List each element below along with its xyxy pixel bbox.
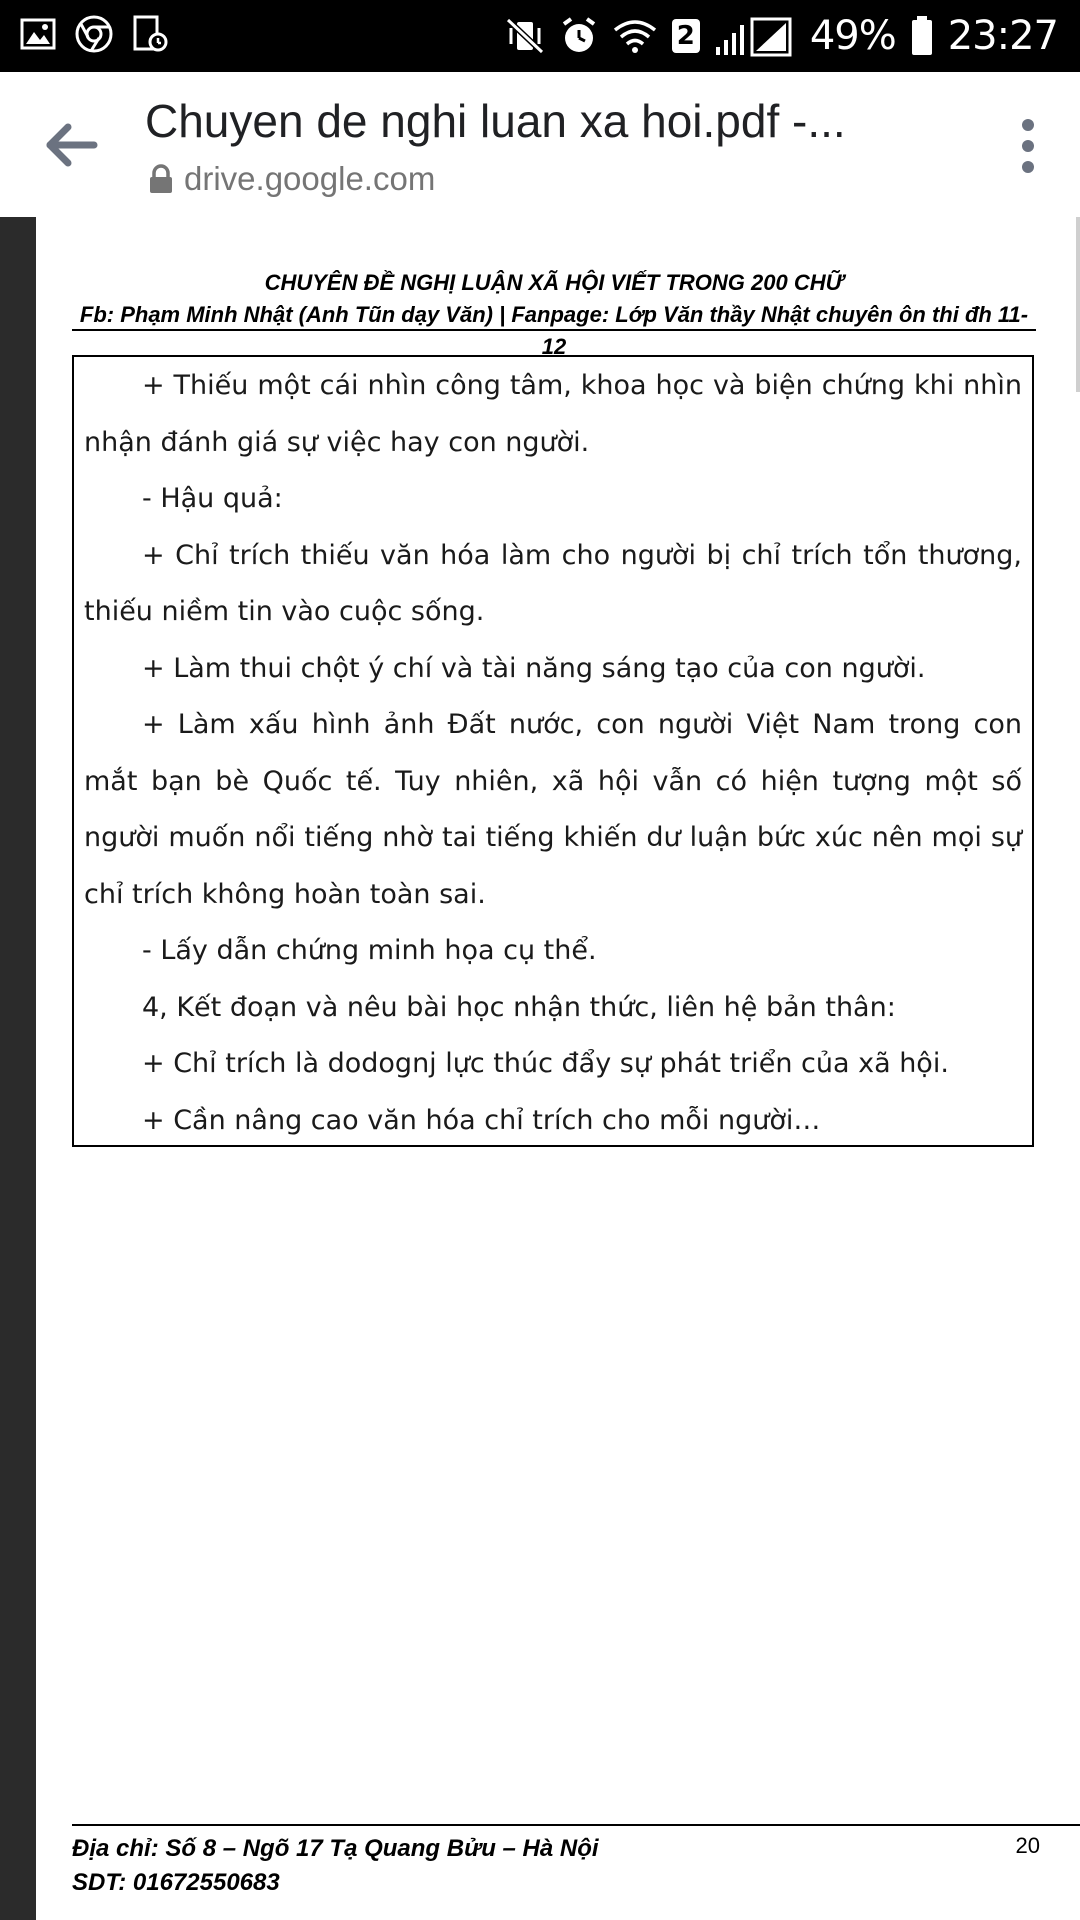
document-title: Chuyen de nghi luan xa hoi.pdf -... [145,95,846,147]
arrow-left-icon [36,110,106,180]
wifi-icon [612,16,658,56]
paragraph: 4, Kết đoạn và nêu bài học nhận thức, liên hệ bản thân: [142,991,896,1023]
header-subtitle: Fb: Phạm Minh Nhật (Anh Tũn dạy Văn) | Fanpage: Lớp Văn thầy Nhật chuyên ôn thi đh 11-12 [79,302,1029,359]
paragraph: - Hậu quả: [142,483,283,514]
url-row [148,160,435,198]
content-box [72,355,1034,1147]
domain-text: drive.google.com [184,160,436,197]
app-bar [0,72,1080,219]
scrollbar[interactable] [1076,217,1080,392]
image-notification-icon [20,16,56,52]
footer-divider [72,1824,1080,1826]
screenshot-notification-icon [132,14,170,54]
battery-icon [910,15,934,57]
pdf-page[interactable] [36,217,1080,1920]
paragraph: - Lấy dẫn chứng minh họa cụ thể. [142,935,597,966]
paragraph: + Cần nâng cao văn hóa chỉ trích cho mỗi người… [142,1104,821,1136]
footer-address: Địa chỉ: Số 8 – Ngõ 17 Tạ Quang Bửu – Hà Nội [72,1835,599,1862]
alarm-icon [560,16,598,56]
more-options-button[interactable] [1014,116,1042,176]
header-title: CHUYÊN ĐỀ NGHỊ LUẬN XÃ HỘI VIẾT TRONG 200 CHỮ [264,270,844,295]
paragraph: + Chỉ trích thiếu văn hóa làm cho người bị chỉ trích tổn thương, thiếu niềm tin vào cuộc sống. [84,539,1022,627]
paragraph: + Làm xấu hình ảnh Đất nước, con người Việt Nam trong con mắt bạn bè Quốc tế. Tuy nhiên, xã hội vẫn có hiện tượng một số người muốn nổi tiếng nhờ tai tiếng khiến dư luận bức xúc nên mọi sự chỉ trích không hoàn toàn sai. [84,709,1022,910]
chrome-notification-icon [74,14,114,54]
paragraph: + Chỉ trích là dodognj lực thúc đẩy sự phát triển của xã hội. [142,1048,949,1079]
clock: 23:27 [947,13,1058,59]
viewer-left-edge [0,217,36,1920]
page-number: 20 [1015,1833,1040,1858]
header-divider [72,329,1036,331]
paragraph: + Làm thui chột ý chí và tài năng sáng tạo của con người. [142,652,926,684]
back-button[interactable] [36,110,106,180]
battery-percent: 49% [809,13,896,59]
more-vertical-icon [1014,116,1042,176]
sim-badge: 2 [672,19,700,53]
footer-phone: SDT: 01672550683 [72,1869,280,1896]
status-bar [0,0,1080,72]
signal-icon [714,15,796,57]
page-header [72,267,1036,363]
vibrate-mute-icon [504,16,546,56]
paragraph: + Thiếu một cái nhìn công tâm, khoa học và biện chứng khi nhìn nhận đánh giá sự việc hay con người. [84,370,1022,458]
lock-icon [148,164,174,194]
